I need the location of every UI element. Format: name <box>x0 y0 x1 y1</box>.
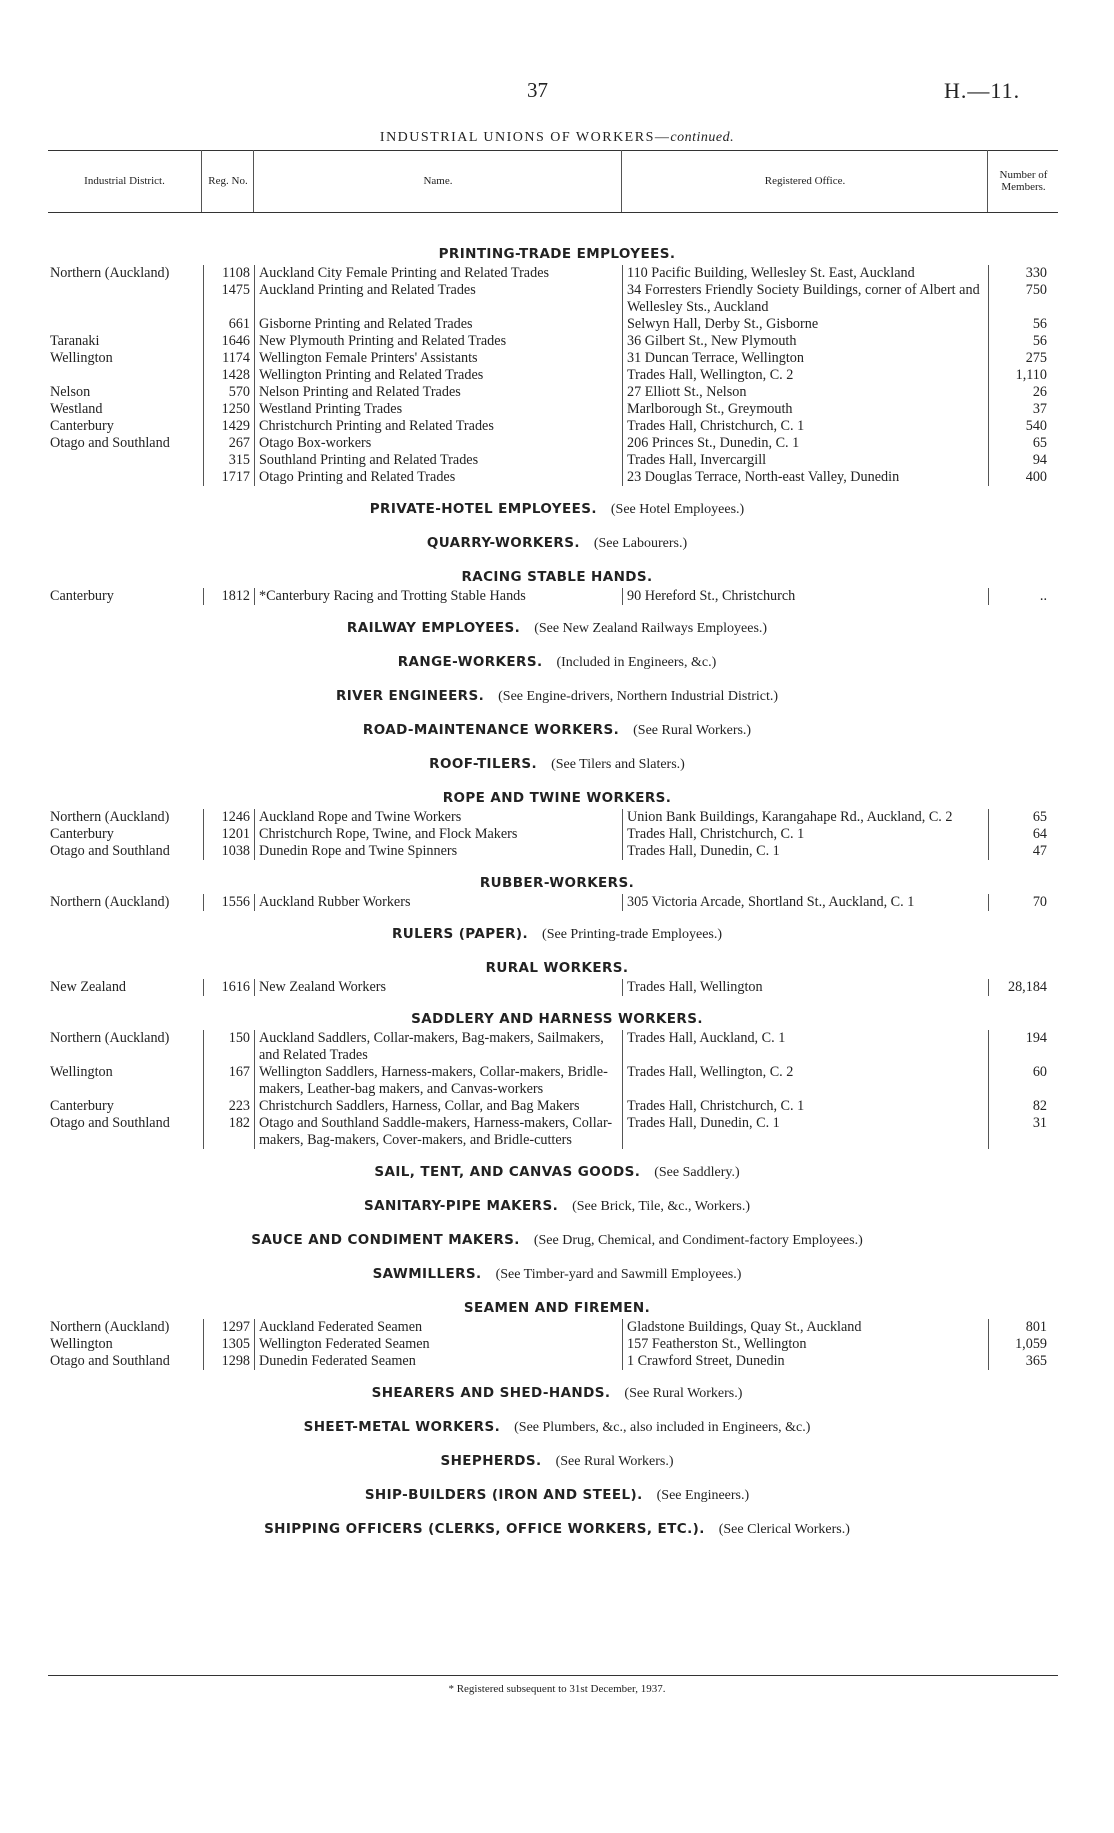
registered-office-cell: Selwyn Hall, Derby St., Gisborne <box>623 316 989 333</box>
header-bottom-rule <box>48 212 1058 213</box>
section-heading-text: SEAMEN AND FIREMEN. <box>463 1300 651 1316</box>
section-cross-reference: (See Rural Workers.) <box>633 723 752 738</box>
registered-office-cell: 90 Hereford St., Christchurch <box>623 588 989 605</box>
union-name-cell: Westland Printing Trades <box>255 401 623 418</box>
section-heading-text: ROPE AND TWINE WORKERS. <box>442 790 672 806</box>
section-cross-reference: (See Tilers and Slaters.) <box>551 757 685 772</box>
running-title <box>0 130 1114 146</box>
union-name-cell: Wellington Female Printers' Assistants <box>255 350 623 367</box>
members-cell: 801 <box>1025 1319 1047 1335</box>
registered-office-cell: Trades Hall, Wellington <box>623 979 989 996</box>
table-row <box>50 1319 1114 1336</box>
union-name-cell: Auckland Rubber Workers <box>255 894 623 911</box>
union-name-cell: Otago Box-workers <box>255 435 623 452</box>
union-name-cell: *Canterbury Racing and Trotting Stable Hands <box>255 588 623 605</box>
section-spacer <box>0 1217 1114 1229</box>
members-cell: 330 <box>1025 265 1047 281</box>
district-cell <box>50 367 203 384</box>
section-heading <box>0 957 1114 979</box>
section-heading <box>0 1450 1114 1472</box>
district-cell: Northern (Auckland) <box>50 809 170 825</box>
reg-no-cell: 223 <box>203 1098 255 1115</box>
section-heading <box>0 1484 1114 1506</box>
registered-office-cell: Trades Hall, Dunedin, C. 1 <box>623 843 989 860</box>
union-name-cell: Otago and Southland Saddle-makers, Harness-makers, Collar-makers, Bag-makers, Cover-makers, and Bridle-cutters <box>255 1115 623 1149</box>
section-cross-reference: (See Rural Workers.) <box>624 1386 743 1401</box>
registered-office-cell: 157 Featherston St., Wellington <box>623 1336 989 1353</box>
registered-office-cell: Trades Hall, Christchurch, C. 1 <box>623 826 989 843</box>
section-spacer <box>0 1472 1114 1484</box>
registered-office-cell: Union Bank Buildings, Karangahape Rd., Auckland, C. 2 <box>623 809 989 826</box>
district-cell: Wellington <box>50 1336 113 1352</box>
table-row <box>50 809 1114 826</box>
district-cell: Nelson <box>50 384 91 400</box>
section-heading-text: RIVER ENGINEERS. <box>335 688 485 704</box>
district-cell: Otago and Southland <box>50 1353 170 1369</box>
members-cell: 750 <box>1025 282 1047 298</box>
section-heading <box>0 719 1114 741</box>
footnote: * Registered subsequent to 31st December, 1937. <box>448 1683 666 1695</box>
registered-office-cell: Trades Hall, Wellington, C. 2 <box>623 367 989 384</box>
section-heading <box>0 923 1114 945</box>
section-spacer <box>0 945 1114 957</box>
reg-no-cell: 1038 <box>203 843 255 860</box>
reg-no-cell: 1201 <box>203 826 255 843</box>
section-spacer <box>0 1404 1114 1416</box>
section-cross-reference: (See Engine-drivers, Northern Industrial District.) <box>498 689 779 704</box>
section-heading <box>0 1382 1114 1404</box>
district-cell: Otago and Southland <box>50 843 170 859</box>
district-cell: Otago and Southland <box>50 1115 170 1131</box>
table-row <box>50 469 1114 486</box>
section-spacer <box>0 860 1114 872</box>
column-header-reg: Reg. No. <box>201 150 254 212</box>
registered-office-cell: 34 Forresters Friendly Society Buildings, corner of Albert and Wellesley Sts., Auckland <box>623 282 989 316</box>
union-name-cell: Otago Printing and Related Trades <box>255 469 623 486</box>
union-name-cell: Auckland Printing and Related Trades <box>255 282 623 316</box>
section-spacer <box>0 1285 1114 1297</box>
members-cell: 65 <box>1032 809 1047 825</box>
section-heading <box>0 243 1114 265</box>
footer-rule <box>48 1675 1058 1676</box>
district-cell: Otago and Southland <box>50 435 170 451</box>
document-reference: H.—11. <box>944 78 1021 103</box>
reg-no-cell: 1298 <box>203 1353 255 1370</box>
district-cell: Northern (Auckland) <box>50 894 170 910</box>
members-cell: 82 <box>1032 1098 1047 1114</box>
section-spacer <box>0 486 1114 498</box>
registered-office-cell: 305 Victoria Arcade, Shortland St., Auckland, C. 1 <box>623 894 989 911</box>
section-spacer <box>0 1149 1114 1161</box>
page-number: 37 <box>527 78 548 102</box>
section-heading <box>0 753 1114 775</box>
section-heading <box>0 787 1114 809</box>
section-heading-text: SHEPHERDS. <box>440 1453 542 1469</box>
section-cross-reference: (See Drug, Chemical, and Condiment-factory Employees.) <box>533 1233 863 1248</box>
reg-no-cell: 182 <box>203 1115 255 1149</box>
district-cell: Northern (Auckland) <box>50 1319 170 1335</box>
members-cell: 70 <box>1032 894 1047 910</box>
table-row <box>50 367 1114 384</box>
section-heading-text: QUARRY-WORKERS. <box>426 535 580 551</box>
section-spacer <box>0 741 1114 753</box>
members-cell: 37 <box>1032 401 1047 417</box>
section-spacer <box>0 1438 1114 1450</box>
section-heading-text: SAIL, TENT, AND CANVAS GOODS. <box>374 1164 641 1180</box>
reg-no-cell: 1305 <box>203 1336 255 1353</box>
district-cell <box>50 452 203 469</box>
district-cell: Northern (Auckland) <box>50 265 170 281</box>
members-cell: 1,059 <box>1015 1336 1047 1352</box>
section-heading-text: RUBBER-WORKERS. <box>479 875 635 891</box>
members-cell: 194 <box>1025 1030 1047 1046</box>
section-heading-text: ROOF-TILERS. <box>429 756 538 772</box>
section-spacer <box>0 1370 1114 1382</box>
section-cross-reference: (See Labourers.) <box>593 536 688 551</box>
section-heading-text: SHEARERS AND SHED-HANDS. <box>371 1385 611 1401</box>
district-cell: New Zealand <box>50 979 127 995</box>
section-spacer <box>0 775 1114 787</box>
registered-office-cell: Trades Hall, Invercargill <box>623 452 989 469</box>
section-spacer <box>0 1183 1114 1195</box>
table-row <box>50 979 1114 996</box>
running-title-continued: continued. <box>670 130 735 145</box>
reg-no-cell: 1174 <box>203 350 255 367</box>
section-spacer <box>0 639 1114 651</box>
union-name-cell: Dunedin Federated Seamen <box>255 1353 623 1370</box>
section-heading-text: RULERS (PAPER). <box>391 926 529 942</box>
section-heading <box>0 498 1114 520</box>
district-cell: Canterbury <box>50 418 114 434</box>
table-row <box>50 1098 1114 1115</box>
section-heading-text: SAWMILLERS. <box>372 1266 482 1282</box>
reg-no-cell: 267 <box>203 435 255 452</box>
members-cell: 26 <box>1032 384 1047 400</box>
table-row <box>50 350 1114 367</box>
members-cell: 540 <box>1025 418 1047 434</box>
union-name-cell: Wellington Printing and Related Trades <box>255 367 623 384</box>
reg-no-cell: 1246 <box>203 809 255 826</box>
registered-office-cell: 36 Gilbert St., New Plymouth <box>623 333 989 350</box>
table-row <box>50 1030 1114 1064</box>
district-cell: Taranaki <box>50 333 100 349</box>
registered-office-cell: 1 Crawford Street, Dunedin <box>623 1353 989 1370</box>
registered-office-cell: Trades Hall, Christchurch, C. 1 <box>623 1098 989 1115</box>
registered-office-cell: 27 Elliott St., Nelson <box>623 384 989 401</box>
reg-no-cell: 1616 <box>203 979 255 996</box>
section-heading <box>0 1263 1114 1285</box>
column-header-members: Number of Members. <box>987 150 1059 212</box>
district-cell: Wellington <box>50 350 113 366</box>
union-name-cell: Christchurch Saddlers, Harness, Collar, and Bag Makers <box>255 1098 623 1115</box>
members-cell: 65 <box>1032 435 1047 451</box>
section-cross-reference: (Included in Engineers, &c.) <box>556 655 717 670</box>
union-name-cell: Christchurch Printing and Related Trades <box>255 418 623 435</box>
section-spacer <box>0 673 1114 685</box>
union-name-cell: Wellington Saddlers, Harness-makers, Collar-makers, Bridle-makers, Leather-bag makers, and Canvas-workers <box>255 1064 623 1098</box>
members-cell: 56 <box>1032 333 1047 349</box>
section-cross-reference: (See Clerical Workers.) <box>718 1522 850 1537</box>
district-cell: Northern (Auckland) <box>50 1030 170 1046</box>
section-cross-reference: (See Timber-yard and Sawmill Employees.) <box>495 1267 742 1282</box>
registered-office-cell: Gladstone Buildings, Quay St., Auckland <box>623 1319 989 1336</box>
column-header-office: Registered Office. <box>621 150 988 212</box>
table-row <box>50 1353 1114 1370</box>
reg-no-cell: 1428 <box>203 367 255 384</box>
table-row <box>50 826 1114 843</box>
registered-office-cell: Trades Hall, Christchurch, C. 1 <box>623 418 989 435</box>
district-cell <box>50 282 203 316</box>
table-row <box>50 282 1114 316</box>
reg-no-cell: 661 <box>203 316 255 333</box>
union-name-cell: Wellington Federated Seamen <box>255 1336 623 1353</box>
members-cell: 400 <box>1025 469 1047 485</box>
members-cell: 60 <box>1032 1064 1047 1080</box>
reg-no-cell: 1717 <box>203 469 255 486</box>
registered-office-cell: Trades Hall, Dunedin, C. 1 <box>623 1115 989 1149</box>
section-heading <box>0 651 1114 673</box>
district-cell <box>50 316 203 333</box>
reg-no-cell: 150 <box>203 1030 255 1064</box>
registered-office-cell: 110 Pacific Building, Wellesley St. East, Auckland <box>623 265 989 282</box>
table-row <box>50 1336 1114 1353</box>
section-heading <box>0 1161 1114 1183</box>
section-heading-text: SANITARY-PIPE MAKERS. <box>364 1198 559 1214</box>
union-name-cell: Gisborne Printing and Related Trades <box>255 316 623 333</box>
registered-office-cell: Trades Hall, Auckland, C. 1 <box>623 1030 989 1064</box>
section-spacer <box>0 605 1114 617</box>
section-cross-reference: (See Rural Workers.) <box>555 1454 674 1469</box>
section-heading <box>0 1518 1114 1540</box>
members-cell: 56 <box>1032 316 1047 332</box>
section-spacer <box>0 520 1114 532</box>
members-cell: 64 <box>1032 826 1047 842</box>
section-cross-reference: (See Printing-trade Employees.) <box>542 927 723 942</box>
section-heading-text: RURAL WORKERS. <box>485 960 629 976</box>
members-cell: 365 <box>1025 1353 1047 1369</box>
members-cell: .. <box>1039 588 1047 604</box>
section-cross-reference: (See New Zealand Railways Employees.) <box>534 621 768 636</box>
table-row <box>50 452 1114 469</box>
section-heading <box>0 685 1114 707</box>
section-spacer <box>0 554 1114 566</box>
table-row <box>50 1115 1114 1149</box>
district-cell: Canterbury <box>50 826 114 842</box>
table-row <box>50 588 1114 605</box>
reg-no-cell: 1812 <box>203 588 255 605</box>
section-cross-reference: (See Plumbers, &c., also included in Engineers, &c.) <box>514 1420 811 1435</box>
section-heading-text: RACING STABLE HANDS. <box>461 569 653 585</box>
section-heading <box>0 1416 1114 1438</box>
section-heading <box>0 1297 1114 1319</box>
column-header-name: Name. <box>253 150 622 212</box>
section-spacer <box>0 1506 1114 1518</box>
union-name-cell: New Plymouth Printing and Related Trades <box>255 333 623 350</box>
district-cell: Westland <box>50 401 103 417</box>
union-table <box>0 243 1114 1552</box>
table-row <box>50 418 1114 435</box>
section-heading <box>0 872 1114 894</box>
table-row <box>50 401 1114 418</box>
section-cross-reference: (See Brick, Tile, &c., Workers.) <box>572 1199 750 1214</box>
table-row <box>50 384 1114 401</box>
section-heading <box>0 532 1114 554</box>
section-heading-text: PRINTING-TRADE EMPLOYEES. <box>438 246 676 262</box>
section-heading-text: SAUCE AND CONDIMENT MAKERS. <box>251 1232 520 1248</box>
reg-no-cell: 1108 <box>203 265 255 282</box>
union-name-cell: Nelson Printing and Related Trades <box>255 384 623 401</box>
registered-office-cell: 23 Douglas Terrace, North-east Valley, Dunedin <box>623 469 989 486</box>
reg-no-cell: 1429 <box>203 418 255 435</box>
members-cell: 28,184 <box>1007 979 1047 995</box>
section-heading <box>0 1229 1114 1251</box>
running-title-text: INDUSTRIAL UNIONS OF WORKERS— <box>379 130 671 145</box>
district-cell: Canterbury <box>50 588 114 604</box>
column-header-district: Industrial District. <box>84 174 165 187</box>
section-heading <box>0 1195 1114 1217</box>
section-spacer <box>0 1540 1114 1552</box>
table-row <box>50 894 1114 911</box>
district-cell: Canterbury <box>50 1098 114 1114</box>
table-row <box>50 435 1114 452</box>
union-name-cell: Auckland Saddlers, Collar-makers, Bag-makers, Sailmakers, and Related Trades <box>255 1030 623 1064</box>
section-spacer <box>0 1251 1114 1263</box>
table-row <box>50 265 1114 282</box>
reg-no-cell: 167 <box>203 1064 255 1098</box>
reg-no-cell: 1475 <box>203 282 255 316</box>
section-heading-text: RANGE-WORKERS. <box>397 654 543 670</box>
section-heading-text: SHEET-METAL WORKERS. <box>303 1419 501 1435</box>
section-spacer <box>0 707 1114 719</box>
table-row <box>50 1064 1114 1098</box>
section-heading-text: RAILWAY EMPLOYEES. <box>346 620 521 636</box>
union-name-cell: Auckland Rope and Twine Workers <box>255 809 623 826</box>
registered-office-cell: Marlborough St., Greymouth <box>623 401 989 418</box>
section-heading <box>0 566 1114 588</box>
union-name-cell: Christchurch Rope, Twine, and Flock Makers <box>255 826 623 843</box>
union-name-cell: Auckland Federated Seamen <box>255 1319 623 1336</box>
section-spacer <box>0 911 1114 923</box>
reg-no-cell: 1646 <box>203 333 255 350</box>
registered-office-cell: 31 Duncan Terrace, Wellington <box>623 350 989 367</box>
members-cell: 1,110 <box>1015 367 1047 383</box>
table-row <box>50 333 1114 350</box>
section-heading-text: ROAD-MAINTENANCE WORKERS. <box>362 722 620 738</box>
section-spacer <box>0 996 1114 1008</box>
union-name-cell: Dunedin Rope and Twine Spinners <box>255 843 623 860</box>
registered-office-cell: 206 Princes St., Dunedin, C. 1 <box>623 435 989 452</box>
union-name-cell: Southland Printing and Related Trades <box>255 452 623 469</box>
registered-office-cell: Trades Hall, Wellington, C. 2 <box>623 1064 989 1098</box>
section-heading-text: SADDLERY AND HARNESS WORKERS. <box>411 1011 703 1027</box>
members-cell: 31 <box>1032 1115 1047 1131</box>
section-heading-text: PRIVATE-HOTEL EMPLOYEES. <box>369 501 597 517</box>
section-cross-reference: (See Saddlery.) <box>654 1165 740 1180</box>
union-name-cell: Auckland City Female Printing and Related Trades <box>255 265 623 282</box>
section-heading-text: SHIP-BUILDERS (IRON AND STEEL). <box>364 1487 643 1503</box>
reg-no-cell: 1250 <box>203 401 255 418</box>
members-cell: 275 <box>1025 350 1047 366</box>
union-name-cell: New Zealand Workers <box>255 979 623 996</box>
reg-no-cell: 1556 <box>203 894 255 911</box>
reg-no-cell: 1297 <box>203 1319 255 1336</box>
section-cross-reference: (See Hotel Employees.) <box>610 502 745 517</box>
members-cell: 47 <box>1032 843 1047 859</box>
table-row <box>50 843 1114 860</box>
reg-no-cell: 570 <box>203 384 255 401</box>
section-heading <box>0 1008 1114 1030</box>
members-cell: 94 <box>1032 452 1047 468</box>
section-heading-text: SHIPPING OFFICERS (CLERKS, OFFICE WORKERS, ETC.). <box>264 1521 705 1537</box>
table-row <box>50 316 1114 333</box>
reg-no-cell: 315 <box>203 452 255 469</box>
section-cross-reference: (See Engineers.) <box>656 1488 750 1503</box>
district-cell: Wellington <box>50 1064 113 1080</box>
section-heading <box>0 617 1114 639</box>
district-cell <box>50 469 203 486</box>
